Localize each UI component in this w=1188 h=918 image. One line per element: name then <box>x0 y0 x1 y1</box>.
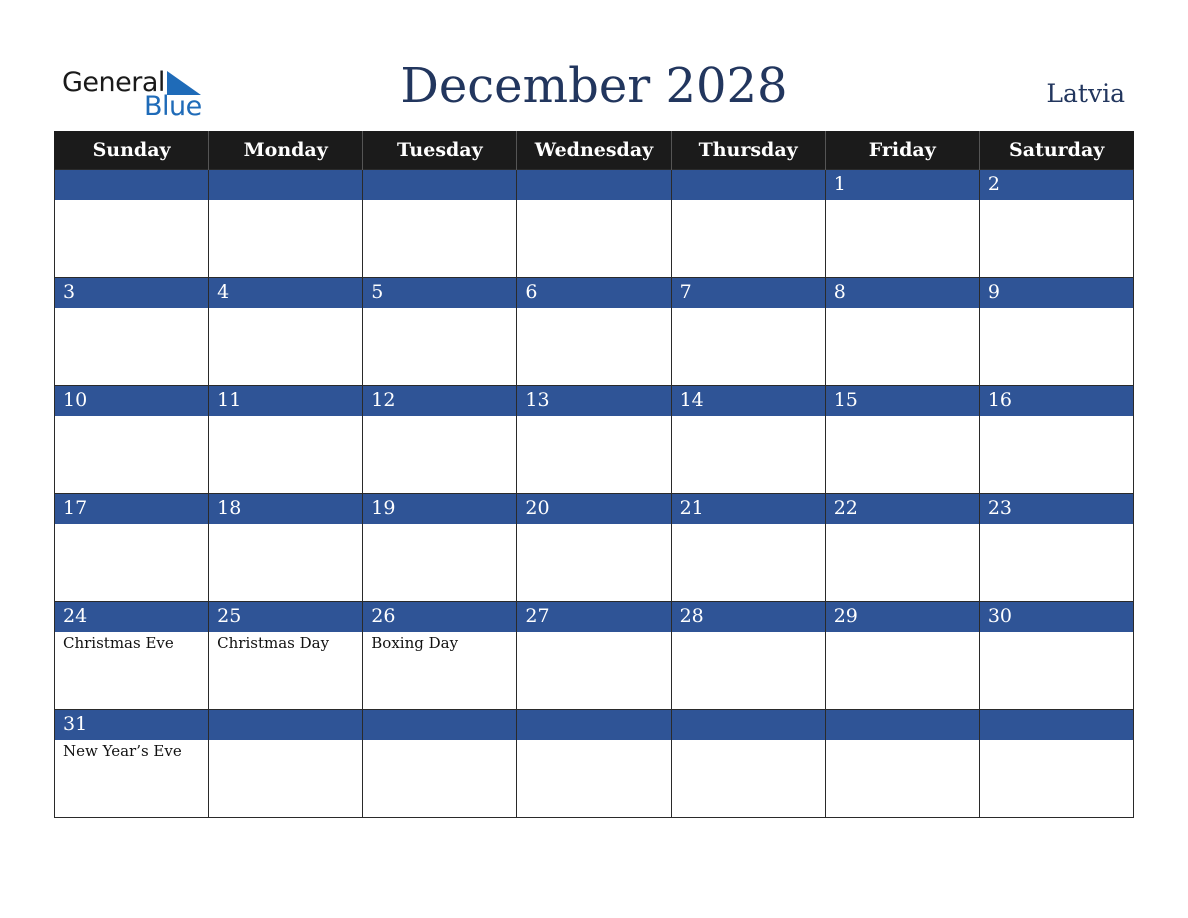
day-event <box>209 416 362 493</box>
day-cell <box>209 170 363 278</box>
day-number: 25 <box>209 602 362 632</box>
day-event <box>55 308 208 385</box>
day-event <box>363 740 516 817</box>
day-cell <box>55 170 209 278</box>
day-cell <box>671 278 825 386</box>
weekday-header: Thursday <box>671 131 825 170</box>
day-number <box>55 170 208 200</box>
day-number: 26 <box>363 602 516 632</box>
day-event <box>55 524 208 601</box>
day-number: 5 <box>363 278 516 308</box>
week-row <box>55 386 1134 494</box>
day-cell <box>55 278 209 386</box>
day-number: 8 <box>826 278 979 308</box>
day-cell <box>671 170 825 278</box>
day-cell <box>825 494 979 602</box>
day-cell <box>55 602 209 710</box>
day-event <box>826 308 979 385</box>
day-event <box>363 308 516 385</box>
day-number: 30 <box>980 602 1133 632</box>
day-number <box>826 710 979 740</box>
day-cell <box>55 494 209 602</box>
day-cell <box>363 602 517 710</box>
day-event <box>672 740 825 817</box>
day-cell <box>671 494 825 602</box>
day-cell <box>209 602 363 710</box>
day-cell <box>55 386 209 494</box>
day-event <box>363 416 516 493</box>
day-cell <box>517 602 671 710</box>
day-cell <box>825 710 979 818</box>
day-event <box>672 416 825 493</box>
day-number: 10 <box>55 386 208 416</box>
day-number: 12 <box>363 386 516 416</box>
day-number <box>980 710 1133 740</box>
day-number: 9 <box>980 278 1133 308</box>
logo-text-general: General <box>62 67 165 98</box>
day-event <box>517 524 670 601</box>
day-number: 29 <box>826 602 979 632</box>
day-event <box>980 524 1133 601</box>
day-number <box>672 710 825 740</box>
day-event <box>826 632 979 709</box>
day-event <box>672 524 825 601</box>
day-event <box>517 416 670 493</box>
day-number: 27 <box>517 602 670 632</box>
day-event <box>980 632 1133 709</box>
day-cell <box>209 386 363 494</box>
day-event <box>980 416 1133 493</box>
day-event <box>209 200 362 277</box>
day-cell <box>209 494 363 602</box>
day-event <box>363 524 516 601</box>
week-row <box>55 278 1134 386</box>
weekday-header-row <box>55 131 1134 170</box>
day-event <box>826 416 979 493</box>
day-number: 13 <box>517 386 670 416</box>
week-row <box>55 494 1134 602</box>
day-event <box>672 308 825 385</box>
day-cell <box>363 170 517 278</box>
day-event <box>55 200 208 277</box>
day-event <box>363 200 516 277</box>
day-number: 31 <box>55 710 208 740</box>
day-cell <box>363 386 517 494</box>
day-cell <box>825 386 979 494</box>
day-cell <box>979 386 1133 494</box>
day-number: 19 <box>363 494 516 524</box>
day-event <box>980 740 1133 817</box>
country-label: Latvia <box>1046 79 1125 108</box>
day-number: 14 <box>672 386 825 416</box>
day-number <box>363 710 516 740</box>
day-event <box>517 200 670 277</box>
weekday-header: Friday <box>825 131 979 170</box>
logo-text-blue: Blue <box>144 91 202 122</box>
weekday-header: Saturday <box>979 131 1133 170</box>
day-number: 17 <box>55 494 208 524</box>
day-number: 23 <box>980 494 1133 524</box>
day-number <box>209 170 362 200</box>
calendar-grid <box>54 131 1134 818</box>
day-number: 3 <box>55 278 208 308</box>
day-event: Christmas Day <box>217 634 330 652</box>
page-title: December 2028 <box>400 58 788 114</box>
day-cell <box>517 494 671 602</box>
day-number: 18 <box>209 494 362 524</box>
day-event <box>980 308 1133 385</box>
day-event <box>826 524 979 601</box>
day-number <box>517 710 670 740</box>
day-cell <box>55 710 209 818</box>
day-number: 11 <box>209 386 362 416</box>
day-cell <box>517 710 671 818</box>
day-number: 20 <box>517 494 670 524</box>
day-event: Boxing Day <box>371 634 459 652</box>
day-number <box>209 710 362 740</box>
day-number: 15 <box>826 386 979 416</box>
day-cell <box>209 278 363 386</box>
day-event <box>826 200 979 277</box>
day-number <box>363 170 516 200</box>
day-event: Christmas Eve <box>63 634 174 652</box>
day-event: New Year’s Eve <box>63 742 182 760</box>
day-number: 6 <box>517 278 670 308</box>
day-event <box>980 200 1133 277</box>
day-event <box>672 632 825 709</box>
day-cell <box>517 278 671 386</box>
day-number: 1 <box>826 170 979 200</box>
day-cell <box>979 710 1133 818</box>
day-event <box>826 740 979 817</box>
day-cell <box>209 710 363 818</box>
day-number <box>517 170 670 200</box>
day-number: 22 <box>826 494 979 524</box>
day-event <box>517 740 670 817</box>
day-event <box>55 416 208 493</box>
day-cell <box>825 170 979 278</box>
day-number: 2 <box>980 170 1133 200</box>
day-cell <box>517 386 671 494</box>
day-cell <box>363 278 517 386</box>
day-number: 24 <box>55 602 208 632</box>
day-event <box>672 200 825 277</box>
weekday-header: Wednesday <box>517 131 671 170</box>
week-row <box>55 602 1134 710</box>
week-row <box>55 170 1134 278</box>
day-number: 16 <box>980 386 1133 416</box>
weekday-header: Sunday <box>55 131 209 170</box>
day-event <box>517 308 670 385</box>
day-event <box>517 632 670 709</box>
day-number: 28 <box>672 602 825 632</box>
day-number: 4 <box>209 278 362 308</box>
day-cell <box>979 602 1133 710</box>
day-event <box>209 524 362 601</box>
day-number: 21 <box>672 494 825 524</box>
day-cell <box>825 278 979 386</box>
day-cell <box>671 710 825 818</box>
day-cell <box>825 602 979 710</box>
day-cell <box>979 170 1133 278</box>
day-number <box>672 170 825 200</box>
day-number: 7 <box>672 278 825 308</box>
day-cell <box>517 170 671 278</box>
day-event <box>209 740 362 817</box>
day-event <box>209 308 362 385</box>
week-row <box>55 710 1134 818</box>
weekday-header: Monday <box>209 131 363 170</box>
calendar-body <box>55 170 1134 818</box>
day-cell <box>671 602 825 710</box>
day-cell <box>363 710 517 818</box>
day-cell <box>363 494 517 602</box>
day-cell <box>671 386 825 494</box>
day-cell <box>979 494 1133 602</box>
day-cell <box>979 278 1133 386</box>
weekday-header: Tuesday <box>363 131 517 170</box>
